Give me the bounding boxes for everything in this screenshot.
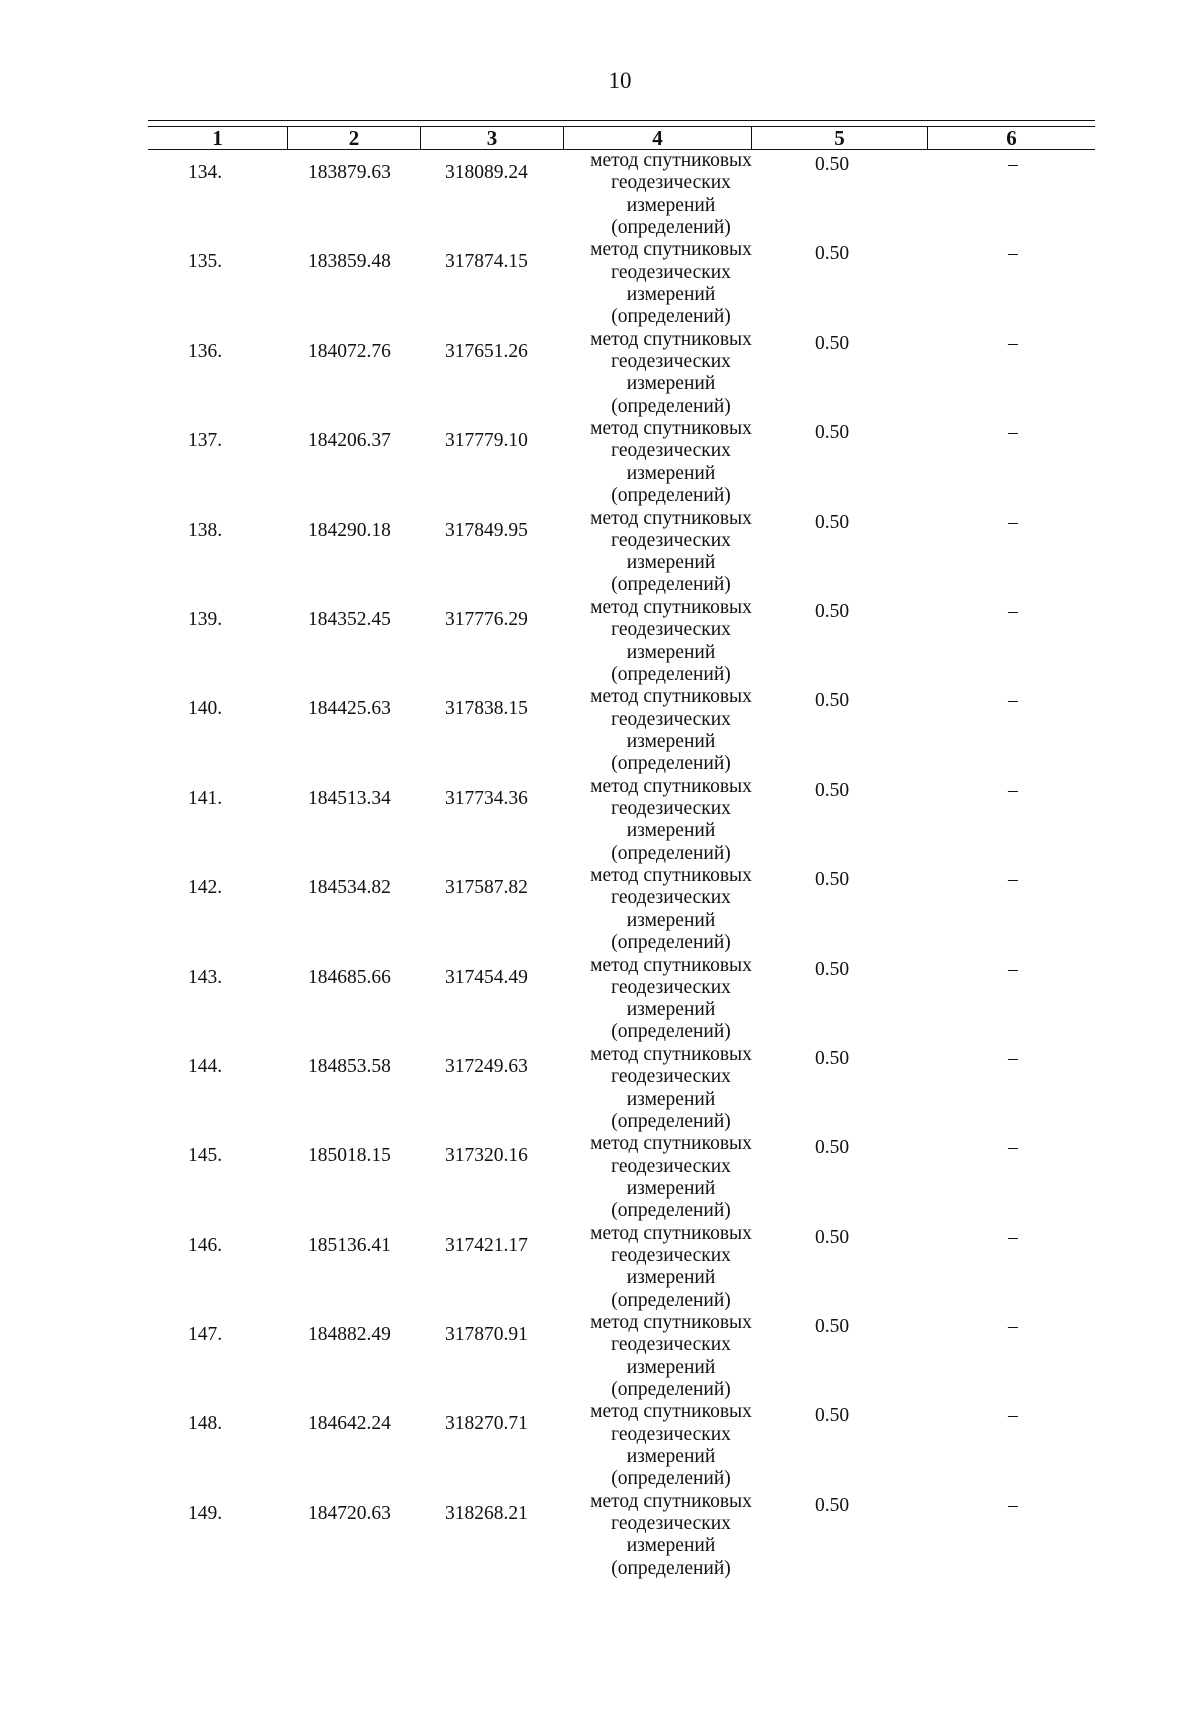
method-line: (определений) xyxy=(611,1021,731,1043)
method-line: измерений xyxy=(626,1356,716,1378)
description-value: – xyxy=(1008,958,1018,980)
description-value: – xyxy=(1008,1137,1018,1159)
method-cell xyxy=(560,1312,782,1401)
accuracy-value: 0.50 xyxy=(815,690,850,712)
table-row xyxy=(148,1044,1095,1133)
method-line: метод спутниковых xyxy=(590,775,752,797)
accuracy-value: 0.50 xyxy=(815,243,850,265)
coordinate-x: 184882.49 xyxy=(308,1324,391,1346)
method-line: метод спутниковых xyxy=(590,328,752,350)
coordinate-y: 318268.21 xyxy=(445,1502,528,1524)
accuracy-value: 0.50 xyxy=(815,600,850,622)
coordinate-x: 185136.41 xyxy=(308,1234,391,1256)
method-line: метод спутниковых xyxy=(590,865,752,887)
coordinate-x: 184206.37 xyxy=(308,430,391,452)
accuracy-value: 0.50 xyxy=(815,869,850,891)
method-line: геодезических xyxy=(611,887,731,909)
accuracy-value: 0.50 xyxy=(815,154,850,175)
accuracy-value: 0.50 xyxy=(815,511,850,533)
method-line: измерений xyxy=(626,283,716,305)
point-number: 145. xyxy=(188,1145,223,1167)
coordinate-x: 184720.63 xyxy=(308,1502,391,1524)
description-value: – xyxy=(1008,869,1018,891)
coordinate-y: 317776.29 xyxy=(445,608,528,630)
coordinate-x: 185018.15 xyxy=(308,1145,391,1167)
coordinate-y: 317454.49 xyxy=(445,966,528,988)
method-line: измерений xyxy=(626,730,716,752)
method-cell xyxy=(560,508,782,597)
point-number: 134. xyxy=(188,162,223,183)
method-line: измерений xyxy=(626,1535,716,1557)
description-value: – xyxy=(1008,243,1018,265)
header-col-3: 3 xyxy=(421,127,564,149)
header-col-2: 2 xyxy=(288,127,421,149)
description-value: – xyxy=(1008,1316,1018,1338)
table-row xyxy=(148,1491,1095,1580)
coordinate-x: 184425.63 xyxy=(308,698,391,720)
method-cell xyxy=(560,955,782,1044)
point-number: 141. xyxy=(188,787,223,809)
method-line: метод спутниковых xyxy=(590,596,752,618)
table-row xyxy=(148,508,1095,597)
coordinate-y: 317587.82 xyxy=(445,877,528,899)
point-number: 142. xyxy=(188,877,223,899)
method-line: (определений) xyxy=(611,753,731,775)
description-value: – xyxy=(1008,1226,1018,1248)
point-number: 140. xyxy=(188,698,223,720)
method-line: геодезических xyxy=(611,529,731,551)
description-value: – xyxy=(1008,154,1018,175)
method-line: геодезических xyxy=(611,708,731,730)
method-line: измерений xyxy=(626,552,716,574)
method-line: (определений) xyxy=(611,1378,731,1400)
accuracy-value: 0.50 xyxy=(815,1047,850,1069)
method-cell xyxy=(560,1044,782,1133)
coordinate-x: 184352.45 xyxy=(308,608,391,630)
method-line: (определений) xyxy=(611,1557,731,1579)
point-number: 135. xyxy=(188,251,223,273)
coordinate-y: 317849.95 xyxy=(445,519,528,541)
header-col-1: 1 xyxy=(148,127,288,149)
method-line: метод спутниковых xyxy=(590,239,752,261)
description-value: – xyxy=(1008,779,1018,801)
method-line: измерений xyxy=(626,194,716,216)
coordinate-x: 184290.18 xyxy=(308,519,391,541)
coordinate-y: 317779.10 xyxy=(445,430,528,452)
method-line: (определений) xyxy=(611,485,731,507)
coordinate-y: 318270.71 xyxy=(445,1413,528,1435)
method-line: (определений) xyxy=(611,216,731,238)
method-line: метод спутниковых xyxy=(590,686,752,708)
coordinate-x: 184534.82 xyxy=(308,877,391,899)
method-line: измерений xyxy=(626,1446,716,1468)
description-value: – xyxy=(1008,1405,1018,1427)
coordinate-x: 184853.58 xyxy=(308,1055,391,1077)
method-cell xyxy=(560,1491,782,1580)
method-line: геодезических xyxy=(611,351,731,373)
accuracy-value: 0.50 xyxy=(815,1405,850,1427)
point-number: 147. xyxy=(188,1324,223,1346)
table-row xyxy=(148,150,1095,239)
method-line: (определений) xyxy=(611,1468,731,1490)
coordinate-y: 318089.24 xyxy=(445,162,528,183)
table-row xyxy=(148,1223,1095,1312)
method-line: (определений) xyxy=(611,932,731,954)
description-value: – xyxy=(1008,332,1018,354)
description-value: – xyxy=(1008,1047,1018,1069)
method-line: измерений xyxy=(626,1177,716,1199)
description-value: – xyxy=(1008,422,1018,444)
method-line: метод спутниковых xyxy=(590,1401,752,1423)
method-line: (определений) xyxy=(611,1200,731,1222)
point-number: 137. xyxy=(188,430,223,452)
method-line: метод спутниковых xyxy=(590,1222,752,1244)
method-line: метод спутниковых xyxy=(590,1043,752,1065)
method-cell xyxy=(560,686,782,775)
coordinate-x: 183859.48 xyxy=(308,251,391,273)
accuracy-value: 0.50 xyxy=(815,332,850,354)
method-line: измерений xyxy=(626,462,716,484)
method-cell xyxy=(560,418,782,507)
table-row xyxy=(148,1312,1095,1401)
accuracy-value: 0.50 xyxy=(815,958,850,980)
method-cell xyxy=(560,597,782,686)
accuracy-value: 0.50 xyxy=(815,1137,850,1159)
method-line: (определений) xyxy=(611,663,731,685)
coordinate-x: 184685.66 xyxy=(308,966,391,988)
method-cell xyxy=(560,150,782,239)
method-line: метод спутниковых xyxy=(590,418,752,440)
table-row xyxy=(148,239,1095,328)
point-number: 139. xyxy=(188,608,223,630)
point-number: 144. xyxy=(188,1055,223,1077)
coordinate-y: 317838.15 xyxy=(445,698,528,720)
method-line: геодезических xyxy=(611,1423,731,1445)
method-cell xyxy=(560,329,782,418)
method-line: геодезических xyxy=(611,619,731,641)
method-cell xyxy=(560,1133,782,1222)
method-line: (определений) xyxy=(611,395,731,417)
description-value: – xyxy=(1008,1494,1018,1516)
table-row xyxy=(148,865,1095,954)
method-line: метод спутниковых xyxy=(590,954,752,976)
method-line: измерений xyxy=(626,909,716,931)
method-line: (определений) xyxy=(611,1110,731,1132)
table-top-rule xyxy=(148,120,1095,121)
description-value: – xyxy=(1008,511,1018,533)
method-line: геодезических xyxy=(611,1334,731,1356)
method-line: измерений xyxy=(626,1267,716,1289)
point-number: 138. xyxy=(188,519,223,541)
table-row xyxy=(148,418,1095,507)
method-line: метод спутниковых xyxy=(590,1312,752,1334)
coordinate-x: 184072.76 xyxy=(308,340,391,362)
method-line: метод спутниковых xyxy=(590,150,752,171)
coordinate-x: 184642.24 xyxy=(308,1413,391,1435)
method-cell xyxy=(560,865,782,954)
method-line: измерений xyxy=(626,999,716,1021)
table-row xyxy=(148,686,1095,775)
coordinate-y: 317651.26 xyxy=(445,340,528,362)
coordinate-y: 317734.36 xyxy=(445,787,528,809)
coordinate-y: 317320.16 xyxy=(445,1145,528,1167)
method-line: геодезических xyxy=(611,440,731,462)
table-body xyxy=(148,150,1095,1580)
coordinate-x: 183879.63 xyxy=(308,162,391,183)
accuracy-value: 0.50 xyxy=(815,1494,850,1516)
method-line: геодезических xyxy=(611,798,731,820)
header-col-6: 6 xyxy=(1006,126,1017,150)
description-value: – xyxy=(1008,690,1018,712)
table-row xyxy=(148,955,1095,1044)
method-line: геодезических xyxy=(611,1513,731,1535)
table-row xyxy=(148,776,1095,865)
coordinate-x: 184513.34 xyxy=(308,787,391,809)
method-line: (определений) xyxy=(611,574,731,596)
point-number: 149. xyxy=(188,1502,223,1524)
accuracy-value: 0.50 xyxy=(815,1226,850,1248)
method-line: измерений xyxy=(626,641,716,663)
method-line: метод спутниковых xyxy=(590,1133,752,1155)
point-number: 146. xyxy=(188,1234,223,1256)
method-line: измерений xyxy=(626,1088,716,1110)
header-col-5: 5 xyxy=(752,127,928,149)
method-line: метод спутниковых xyxy=(590,507,752,529)
table-row xyxy=(148,597,1095,686)
table-row xyxy=(148,1401,1095,1490)
method-line: измерений xyxy=(626,820,716,842)
method-cell xyxy=(560,1223,782,1312)
accuracy-value: 0.50 xyxy=(815,1316,850,1338)
method-line: (определений) xyxy=(611,842,731,864)
point-number: 136. xyxy=(188,340,223,362)
point-number: 148. xyxy=(188,1413,223,1435)
method-line: измерений xyxy=(626,373,716,395)
coordinate-y: 317421.17 xyxy=(445,1234,528,1256)
method-line: геодезических xyxy=(611,1244,731,1266)
coordinate-y: 317870.91 xyxy=(445,1324,528,1346)
table-header-row xyxy=(148,126,1095,150)
coordinate-y: 317249.63 xyxy=(445,1055,528,1077)
table-row xyxy=(148,329,1095,418)
page-number: 10 xyxy=(608,68,632,93)
method-cell xyxy=(560,776,782,865)
description-value: – xyxy=(1008,600,1018,622)
table-row xyxy=(148,1133,1095,1222)
method-cell xyxy=(560,1401,782,1490)
accuracy-value: 0.50 xyxy=(815,422,850,444)
method-line: (определений) xyxy=(611,1289,731,1311)
method-line: метод спутниковых xyxy=(590,1490,752,1512)
method-line: геодезических xyxy=(611,172,731,194)
accuracy-value: 0.50 xyxy=(815,779,850,801)
header-col-4: 4 xyxy=(564,127,752,149)
method-line: геодезических xyxy=(611,976,731,998)
method-cell xyxy=(560,239,782,328)
method-line: (определений) xyxy=(611,306,731,328)
method-line: геодезических xyxy=(611,1155,731,1177)
coordinate-y: 317874.15 xyxy=(445,251,528,273)
method-line: геодезических xyxy=(611,1066,731,1088)
method-line: геодезических xyxy=(611,261,731,283)
point-number: 143. xyxy=(188,966,223,988)
